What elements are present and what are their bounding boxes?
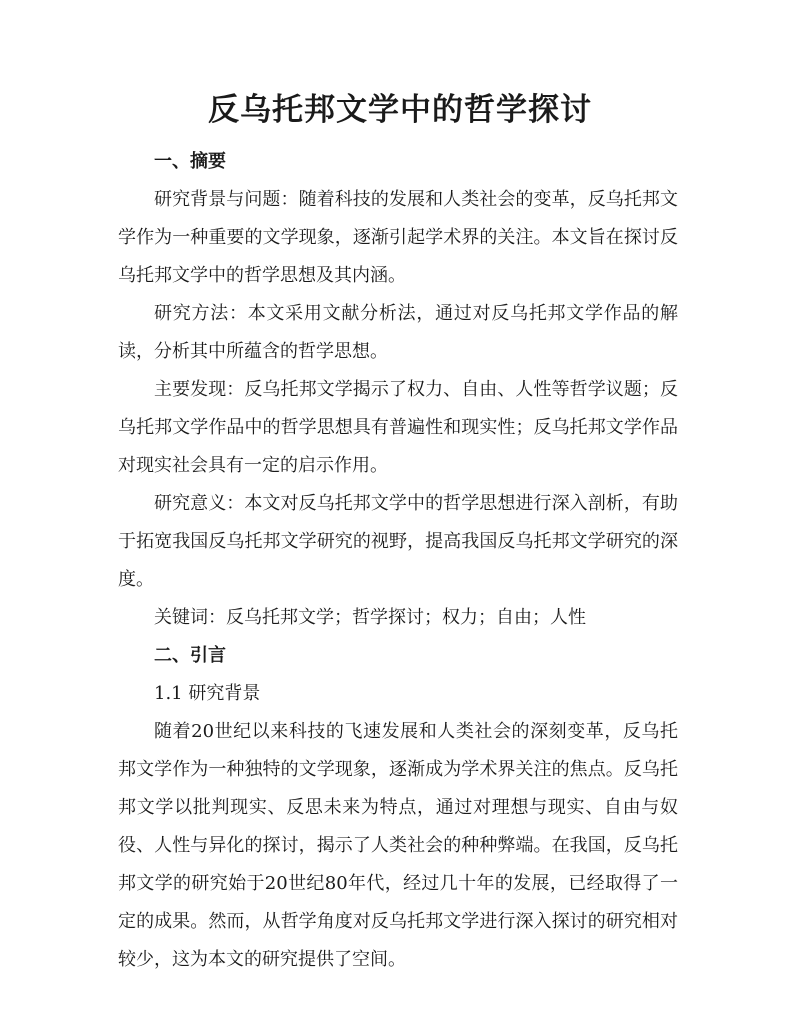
keywords-line: 关键词：反乌托邦文学；哲学探讨；权力；自由；人性 [154,607,586,628]
section-heading-introduction: 二、引言 [154,645,226,666]
section-heading-abstract: 一、摘要 [154,151,226,172]
subsection-heading-background: 1.1 研究背景 [154,683,261,704]
introduction-background-paragraph: 随着20世纪以来科技的飞速发展和人类社会的深刻变革，反乌托邦文学作为一种独特的文学现象，逐渐成为学术界关注的焦点。反乌托邦文学以批判现实、反思未来为特点，通过对理想与现实、自由与奴役、人性与异化的探讨，揭示了人类社会的种种弊端。在我国，反乌托邦文学的研究始于20世纪80年代，经过几十年的发展，已经取得了一定的成果。然而，从哲学角度对反乌托邦文学进行深入探讨的研究相对较少，这为本文的研究提供了空间。 [118,721,678,970]
abstract-findings-paragraph: 主要发现：反乌托邦文学揭示了权力、自由、人性等哲学议题；反乌托邦文学作品中的哲学思想具有普遍性和现实性；反乌托邦文学作品对现实社会具有一定的启示作用。 [118,379,678,476]
abstract-background-paragraph: 研究背景与问题：随着科技的发展和人类社会的变革，反乌托邦文学作为一种重要的文学现象，逐渐引起学术界的关注。本文旨在探讨反乌托邦文学中的哲学思想及其内涵。 [118,189,678,286]
abstract-significance-paragraph: 研究意义：本文对反乌托邦文学中的哲学思想进行深入剖析，有助于拓宽我国反乌托邦文学研究的视野，提高我国反乌托邦文学研究的深度。 [118,493,678,590]
document-title: 反乌托邦文学中的哲学探讨 [208,92,592,128]
document-body [118,143,678,979]
abstract-methods-paragraph: 研究方法：本文采用文献分析法，通过对反乌托邦文学作品的解读，分析其中所蕴含的哲学思想。 [118,303,678,362]
